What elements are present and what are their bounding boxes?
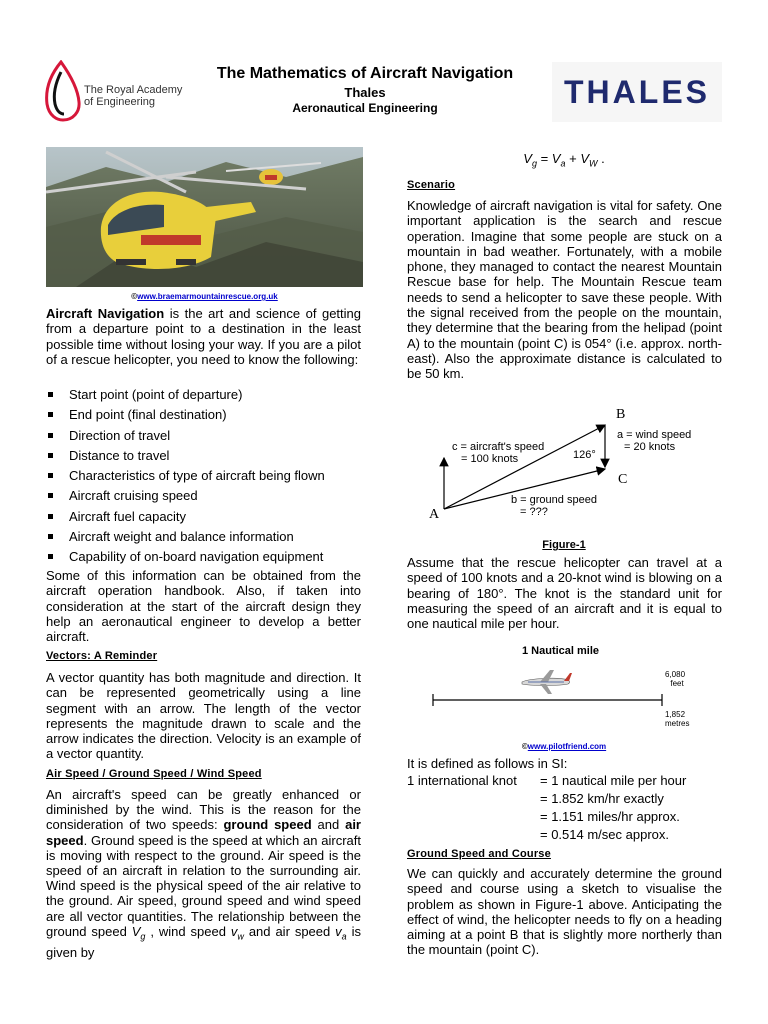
speeds-text: . Ground speed is the speed at which an aircraft is moving with respect to the ground. Air speed is the speed of an aircraft in relation to the surrounding air. Wind speed is the physical speed of the air relative to the ground. Air speed, ground speed and wind speed are all vector quantities. The relationship between the ground speed bbox=[46, 832, 361, 939]
copyright-symbol: © bbox=[131, 292, 138, 301]
page-subtitle: Thales bbox=[344, 85, 386, 100]
list-item: End point (final destination) bbox=[46, 407, 361, 427]
symbol-vw: $v_w$ bbox=[230, 923, 244, 942]
label-ground-speed: b = ground speed = ??? bbox=[511, 494, 597, 518]
figure-caption: Figure-1 bbox=[542, 539, 586, 551]
scenario-heading: Scenario bbox=[407, 179, 456, 191]
si-value: = 0.514 m/sec approx. bbox=[540, 827, 669, 842]
requirements-list bbox=[46, 387, 361, 570]
list-item: Aircraft fuel capacity bbox=[46, 509, 361, 529]
scenario-paragraph: Knowledge of aircraft navigation is vital for safety. One important application is the search and rescue operation. Imagine that some people are stuck on a mountain in bad weather. Fortunately, with a mobile phone, they managed to contact the nearest Mountain Rescue base for help. The Mountain Rescue team needs to send a helicopter to save these people. With the signal received from the people on the mountain, they determine that the bearing from the helipad (point A) to the mountain (point C) is 054° (i.e. approx. north-east). Also the approximate distance is calculated to be 50 km. bbox=[407, 198, 722, 382]
intro-paragraph bbox=[46, 306, 361, 367]
rae-flame-icon bbox=[43, 60, 83, 122]
intro-text: is the art and science of getting from a departure point to a destination in the least possible time without losing your way. If you are a pilot of a rescue helicopter, you need to know the following: bbox=[46, 306, 361, 367]
speeds-text: is given by bbox=[46, 923, 361, 960]
speeds-paragraph bbox=[46, 787, 361, 960]
si-row bbox=[407, 826, 722, 844]
org-name bbox=[84, 84, 182, 108]
page-subtitle-2: Aeronautical Engineering bbox=[292, 101, 438, 115]
nautical-mile-title: 1 Nautical mile bbox=[522, 645, 600, 657]
rae-logo bbox=[43, 60, 183, 122]
list-item: Start point (point of departure) bbox=[46, 387, 361, 407]
label-angle: 126° bbox=[573, 449, 596, 461]
speeds-text: An aircraft's speed can be greatly enhanced or diminished by the wind. This is the reason for the consideration of two speeds: bbox=[46, 787, 361, 833]
intro-after-paragraph: Some of this information can be obtained from the aircraft operation handbook. Also, if taken into consideration at the start of the aircraft design they help an aeronautical engineer to develop a better aircraft. bbox=[46, 568, 361, 645]
speeds-text: and bbox=[311, 817, 346, 833]
label-c-point: C bbox=[618, 472, 628, 487]
speeds-text: , wind speed bbox=[145, 923, 231, 939]
list-item: Direction of travel bbox=[46, 428, 361, 448]
vector-diagram bbox=[407, 405, 722, 530]
symbol-vg: $V_g$ bbox=[131, 923, 146, 942]
org-name-line1: The Royal Academy bbox=[84, 84, 183, 96]
assume-paragraph: Assume that the rescue helicopter can travel at a speed of 100 knots and a 20-knot wind is blowing on a bearing of 180°. The knot is the standard unit for measuring the speed of an aircraft and it is equal to one nautical mile per hour. bbox=[407, 555, 722, 632]
si-value: = 1.151 miles/hr approx. bbox=[540, 809, 680, 824]
si-value: = 1.852 km/hr exactly bbox=[540, 791, 664, 806]
metres-label: 1,852 metres bbox=[665, 710, 690, 728]
nautical-credit bbox=[407, 742, 721, 751]
list-item: Characteristics of type of aircraft being flown bbox=[46, 468, 361, 488]
nautical-mile-graphic bbox=[425, 644, 715, 734]
course-heading: Ground Speed and Course bbox=[407, 848, 551, 860]
feet-label: 6,080 feet bbox=[665, 670, 686, 688]
helicopter-photo bbox=[46, 147, 363, 287]
si-row bbox=[407, 772, 722, 790]
speeds-heading: Air Speed / Ground Speed / Wind Speed bbox=[46, 768, 262, 780]
air-speed-term: air speed bbox=[46, 817, 361, 848]
speeds-text: and air speed bbox=[243, 923, 336, 939]
list-item: Aircraft weight and balance information bbox=[46, 529, 361, 549]
thales-logo-text: THALES bbox=[564, 73, 710, 110]
photo-credit bbox=[46, 292, 363, 301]
thales-logo bbox=[552, 62, 722, 122]
si-value: = 1 nautical mile per hour bbox=[540, 773, 687, 788]
photo-credit-link[interactable]: www.braemarmountainrescue.org.uk bbox=[137, 292, 278, 301]
si-definitions bbox=[407, 772, 722, 844]
velocity-equation: $V_g = V_a + V_W$ . bbox=[523, 151, 605, 169]
si-label: 1 international knot bbox=[407, 773, 517, 788]
list-item: Distance to travel bbox=[46, 448, 361, 468]
org-name-line2: of Engineering bbox=[84, 96, 155, 108]
si-row bbox=[407, 808, 722, 826]
label-aircraft-speed: c = aircraft's speed = 100 knots bbox=[452, 441, 545, 465]
symbol-va: $v_a$ bbox=[335, 923, 347, 942]
si-row bbox=[407, 790, 722, 808]
list-item: Capability of on-board navigation equipment bbox=[46, 549, 361, 569]
nautical-credit-link[interactable]: www.pilotfriend.com bbox=[527, 742, 607, 751]
intro-term: Aircraft Navigation bbox=[46, 306, 165, 321]
list-item: Aircraft cruising speed bbox=[46, 488, 361, 508]
label-b-point: B bbox=[616, 407, 626, 422]
label-wind-speed: a = wind speed = 20 knots bbox=[617, 429, 692, 453]
ground-speed-term: ground speed bbox=[223, 817, 312, 833]
course-paragraph: We can quickly and accurately determine the ground speed and course using a sketch to visualise the problem as shown in Figure-1 above. Anticipating the effect of wind, the helicopter needs to fly on a heading aiming at a point B that is slightly more northerly than the mountain (point C). bbox=[407, 866, 722, 958]
airplane-icon bbox=[522, 670, 572, 694]
label-a-point: A bbox=[429, 507, 440, 522]
helicopter-photo-illustration bbox=[46, 147, 363, 287]
vectors-paragraph: A vector quantity has both magnitude and direction. It can be represented geometrically using a line segment with an arrow. The length of the vector represents the magnitude drawn to scale and the arrow indicates the direction. Velocity is an example of a vector quantity. bbox=[46, 670, 361, 762]
copyright-symbol: © bbox=[521, 742, 528, 751]
si-intro: It is defined as follows in SI: bbox=[407, 756, 568, 771]
page-title: The Mathematics of Aircraft Navigation bbox=[216, 65, 514, 82]
vectors-heading: Vectors: A Reminder bbox=[46, 650, 158, 662]
